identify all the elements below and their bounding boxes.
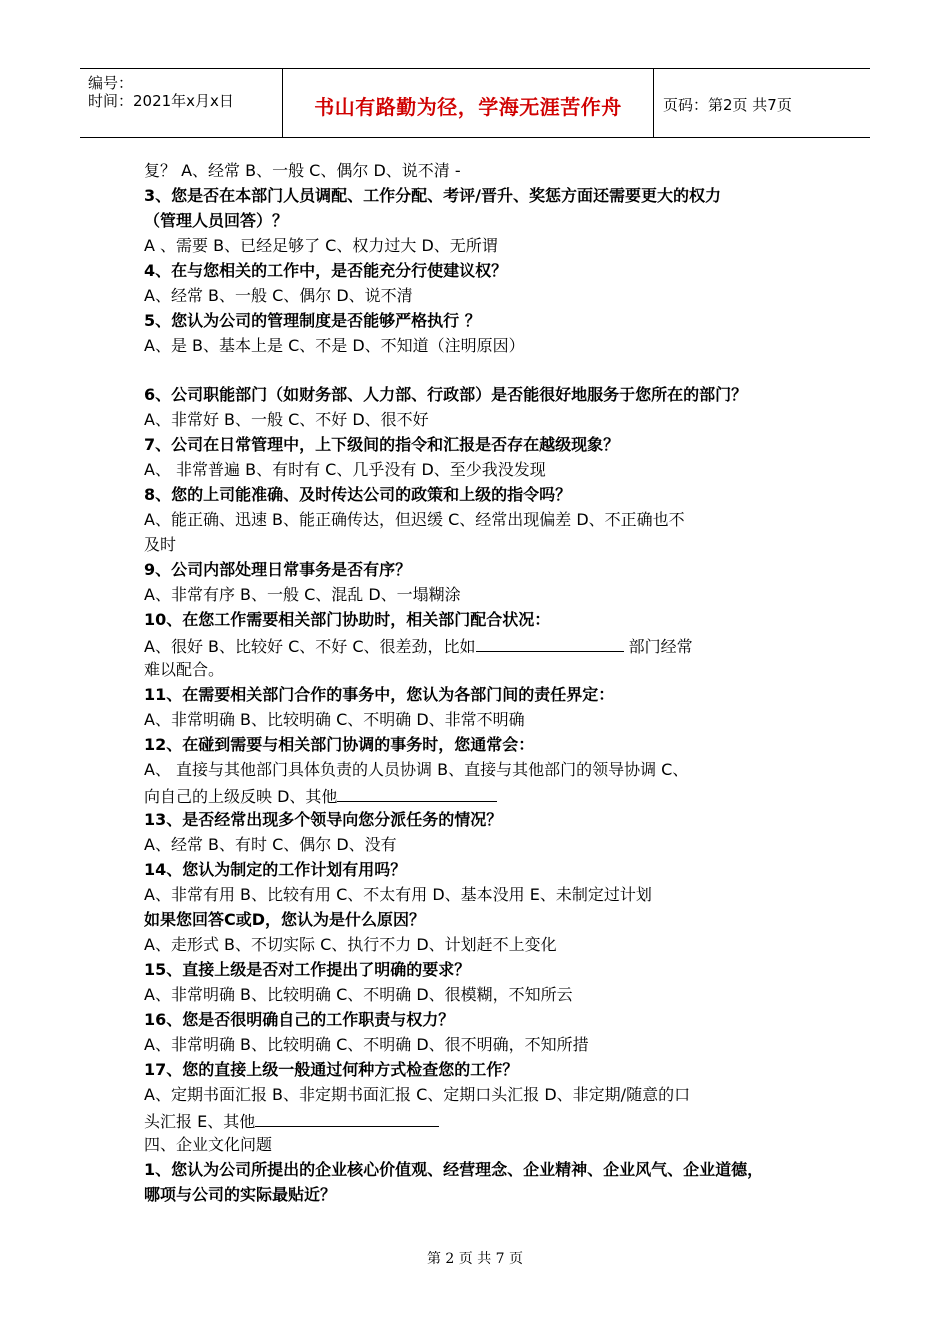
- answer-options: A、定期书面汇报 B、非定期书面汇报 C、定期口头汇报 D、非定期/随意的口: [144, 1085, 691, 1104]
- answer-options-text: 头汇报 E、其他: [144, 1112, 256, 1131]
- answer-options: A、经常 B、一般 C、偶尔 D、说不清: [144, 286, 413, 305]
- answer-options: A、是 B、基本上是 C、不是 D、不知道（注明原因）: [144, 336, 525, 355]
- serial-label: 编号：: [88, 74, 134, 92]
- answer-options: A、 非常普遍 B、有时有 C、几乎没有 D、至少我没发现: [144, 460, 546, 479]
- question-7: 7、公司在日常管理中，上下级间的指令和汇报是否存在越级现象？: [144, 435, 620, 454]
- question-11: 11、在需要相关部门合作的事务中，您认为各部门间的责任界定：: [144, 685, 615, 704]
- question-16: 16、您是否很明确自己的工作职责与权力？: [144, 1010, 455, 1029]
- answer-options: A、非常有用 B、比较有用 C、不太有用 D、基本没用 E、未制定过计划: [144, 885, 652, 904]
- answer-options: A、非常明确 B、比较明确 C、不明确 D、很模糊，不知所云: [144, 985, 573, 1004]
- page-footer: 第 2 页 共 7 页: [426, 1251, 524, 1267]
- question-14-followup: 如果您回答C或D，您认为是什么原因？: [144, 910, 426, 929]
- answer-options-cont: 及时: [144, 535, 177, 554]
- fill-in-blank[interactable]: [476, 635, 624, 652]
- motto: 书山有路勤为径，学海无涯苦作舟: [314, 95, 622, 119]
- question-1-cont: 哪项与公司的实际最贴近？: [144, 1185, 337, 1204]
- fill-in-blank[interactable]: [337, 785, 497, 802]
- question-10: 10、在您工作需要相关部门协助时，相关部门配合状况：: [144, 610, 551, 629]
- answer-options-text: 向自己的上级反映 D、其他: [144, 787, 338, 806]
- question-15: 15、直接上级是否对工作提出了明确的要求？: [144, 960, 471, 979]
- question-9: 9、公司内部处理日常事务是否有序？: [144, 560, 412, 579]
- fill-in-blank[interactable]: [255, 1110, 439, 1127]
- answer-options: A、非常明确 B、比较明确 C、不明确 D、很不明确，不知所措: [144, 1035, 589, 1054]
- answer-options: A、走形式 B、不切实际 C、执行不力 D、计划赶不上变化: [144, 935, 557, 954]
- answer-options: A、非常好 B、一般 C、不好 D、很不好: [144, 410, 429, 429]
- answer-options: [144, 635, 693, 657]
- question-17: 17、您的直接上级一般通过何种方式检查您的工作？: [144, 1060, 519, 1079]
- question-13: 13、是否经常出现多个领导向您分派任务的情况？: [144, 810, 503, 829]
- answer-options-cont: [144, 1110, 439, 1132]
- answer-options: A、经常 B、有时 C、偶尔 D、没有: [144, 835, 397, 854]
- answer-options: A、能正确、迅速 B、能正确传达，但迟缓 C、经常出现偏差 D、不正确也不: [144, 510, 685, 529]
- page-header: [80, 68, 870, 138]
- answer-options-text: A、很好 B、比较好 C、不好 C、很差劲，比如: [144, 637, 476, 656]
- motto-cell: [283, 69, 654, 137]
- date-label: 时间：2021年x月x日: [88, 92, 234, 110]
- question-12: 12、在碰到需要与相关部门协调的事务时，您通常会：: [144, 735, 535, 754]
- answer-options: A、 直接与其他部门具体负责的人员协调 B、直接与其他部门的领导协调 C、: [144, 760, 689, 779]
- answer-options-cont: [144, 785, 497, 807]
- section-heading: 四、企业文化问题: [144, 1135, 273, 1154]
- answer-options-cont: 难以配合。: [144, 660, 225, 679]
- question-14: 14、您认为制定的工作计划有用吗？: [144, 860, 407, 879]
- question-4: 4、在与您相关的工作中，是否能充分行使建议权？: [144, 261, 508, 280]
- page-code: 页码：第2页 共7页: [663, 96, 792, 114]
- answer-options: 复？ A、经常 B、一般 C、偶尔 D、说不清 -: [144, 161, 461, 180]
- answer-options: A、非常有序 B、一般 C、混乱 D、一塌糊涂: [144, 585, 461, 604]
- answer-options: A、非常明确 B、比较明确 C、不明确 D、非常不明确: [144, 710, 525, 729]
- header-meta-cell: [80, 69, 283, 137]
- question-1: 1、您认为公司所提出的企业核心价值观、经营理念、企业精神、企业风气、企业道德，: [144, 1160, 764, 1179]
- question-3-cont: （管理人员回答）？: [144, 211, 289, 230]
- question-6: 6、公司职能部门（如财务部、人力部、行政部）是否能很好地服务于您所在的部门？: [144, 385, 748, 404]
- question-5: 5、您认为公司的管理制度是否能够严格执行 ？: [144, 311, 481, 330]
- answer-options-text: 部门经常: [623, 637, 693, 656]
- question-3: 3、您是否在本部门人员调配、工作分配、考评/晋升、奖惩方面还需要更大的权力: [144, 186, 721, 205]
- answer-options: A 、需要 B、已经足够了 C、权力过大 D、无所谓: [144, 236, 498, 255]
- page-code-cell: [654, 69, 870, 137]
- question-8: 8、您的上司能准确、及时传达公司的政策和上级的指令吗？: [144, 485, 572, 504]
